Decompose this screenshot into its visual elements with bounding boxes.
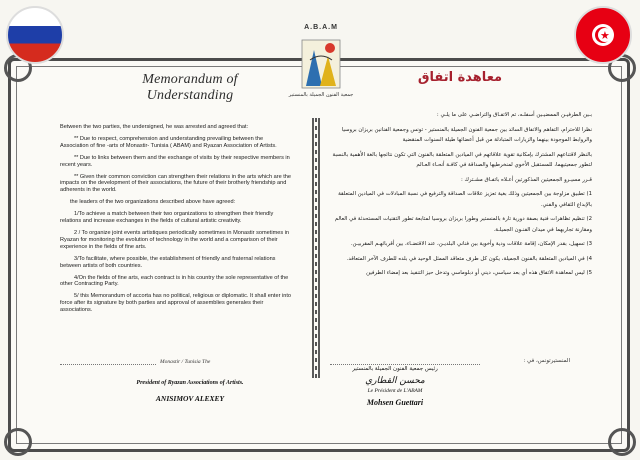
flag-tunisia-icon: ★ (574, 6, 632, 64)
date-line (60, 364, 156, 365)
paragraph: 2 / To organize joint events artistiques periodically sometimes in Monastir sometimes in Ryazan for monitoring the evolution of technology in the world and a comparison of their experience in the fields of fine arts. (60, 229, 290, 250)
paragraph: 4/On the fields of fine arts, each contract is in his country the sole representative of the other Contracting Party. (60, 274, 289, 288)
column-divider (312, 118, 320, 378)
corner-ornament (4, 428, 32, 456)
paragraph: بالنظر لاقتناعهم المشترك بإمكانية تقوية علاقاتهم في الميادين المتعلقة بالفنون التي تكون نتائجها بالغة الأهمية بالنسبة لتطور جمعيتيهما، للمستقبل الأخوي لمنخرطيها والصداقة في كافـة أنحـاء العـالم (332, 151, 592, 168)
title-arabic: معاهدة اتفاق (417, 70, 503, 85)
english-text (60, 124, 292, 319)
signatory-name-english: ANISIMOV ALEXEY (155, 394, 225, 403)
paragraph: بـين الطرفيـن الممضيـين أسفلـه، تم الاتفـاق والتراضـي على ما يلـي : (436, 112, 592, 118)
paragraph: ** Due to respect, comprehension and understanding prevailing between the Association of fine -arts of Monastir- Tunisia ( ABAM) and Ryazan Association of Artists. (60, 135, 277, 149)
paragraph: 3/To facilitate, where possible, the establishment of friendly and fraternal relations between artists of both countries. (60, 255, 276, 269)
paragraph: قـرر مسيـرو الجمعيتين المذكورتين أعـلاه باتفـاق مشـترك : (460, 176, 592, 183)
paragraph: 2) تنظيم تظاهرات فنية بصفة دورية تارة بالمنستير وطورا بريزان بروسيا لمتابعة تطور التقنيات المستحدثة في العالم ومقارنة تجاربهما في ميدان الفنـون الجميلـة. (334, 216, 592, 233)
signatory-title-arabic: رئيس جمعية الفنون الجميلة بالمنستير (352, 366, 438, 372)
paragraph: ** Given their common conviction can strengthen their relations in the arts which are the impacts on the development of their associations, the future of their brotherly friendship and adherents in the world. (60, 173, 292, 194)
paragraph: 5) ليس لمعاهدة الاتفاق هذه أي بعد سياسي، ديني أو دبلوماسي وتدخل حيز التنفيذ بعد إمضاء الطرفين (366, 270, 592, 276)
logo-subtitle: جمعية الفنون الجميلة بالمنستير (288, 92, 354, 98)
paragraph: 3) تسهيل، بقدر الإمكان، إقامة علاقات ودية وأخوية بين فناني البلديـن، عند الاقتضـاء، بين أقربائهـم المقربيـن. (350, 241, 592, 247)
arabic-text (330, 110, 592, 283)
flag-russia-icon (6, 6, 64, 64)
signatory-name-arabic: محسن القطاري (365, 376, 425, 386)
place-english: Monastir / Tunisia The (160, 359, 211, 365)
paragraph: 1) تطبيق مزاوجة بين الجمعيتين وذلك بغية تعزيز علاقات الصداقة والترفيع في نسبة المبادلات في الميادين المتعلقة بالإبداع الثقافي والفني. (338, 191, 592, 208)
president-label: Le Président de L'ABAM (367, 388, 423, 394)
signatory-name-latin: Mohsen Guettari (366, 398, 424, 407)
paragraph: 5/ this Memorandum of accorta has no political, religious or diplomatic. It shall enter into force after its signature by both parties and approval of assemblies generales their associations. (60, 293, 292, 314)
signatory-title-english: President of Ryazan Associations of Artists. (136, 380, 244, 386)
paragraph: ** Due to links between them and the exchange of visits by their respective members in recent years. (60, 154, 290, 168)
title-english: Memorandum of Understanding (142, 72, 238, 103)
paragraph: نظرا للاحترام، التفاهم والاتفاق السائد بين جمعية الفنون الجميلة بالمنستير - تونس وجمعية الفنانين بريزان بروسيا والروابط الموجودة بينهما والزيارات المتبادلة من قبل أعضائها طيلة السنوات المنقضية (341, 126, 592, 143)
paragraph: 4) في الميادين المتعلقة بالفنون الجميلة، يكون كل طرف متعاقد الممثل الوحيد في بلده للطرف الآخر المتعاقد. (346, 255, 592, 262)
date-line (330, 364, 480, 365)
logo-title: A.B.A.M (304, 24, 338, 31)
paragraph: Between the two parties, the undersigned, he was arrested and agreed that: (60, 124, 249, 130)
corner-ornament (608, 428, 636, 456)
place-arabic: المنستيرتونس، في : (523, 358, 570, 364)
paragraph: the leaders of the two organizations described above have agreed: (70, 199, 236, 206)
paragraph: 1/To achieve a match between their two organizations to strengthen their friendly relations and increase exchanges in the fields of cultural artistic creativity. (60, 211, 274, 225)
